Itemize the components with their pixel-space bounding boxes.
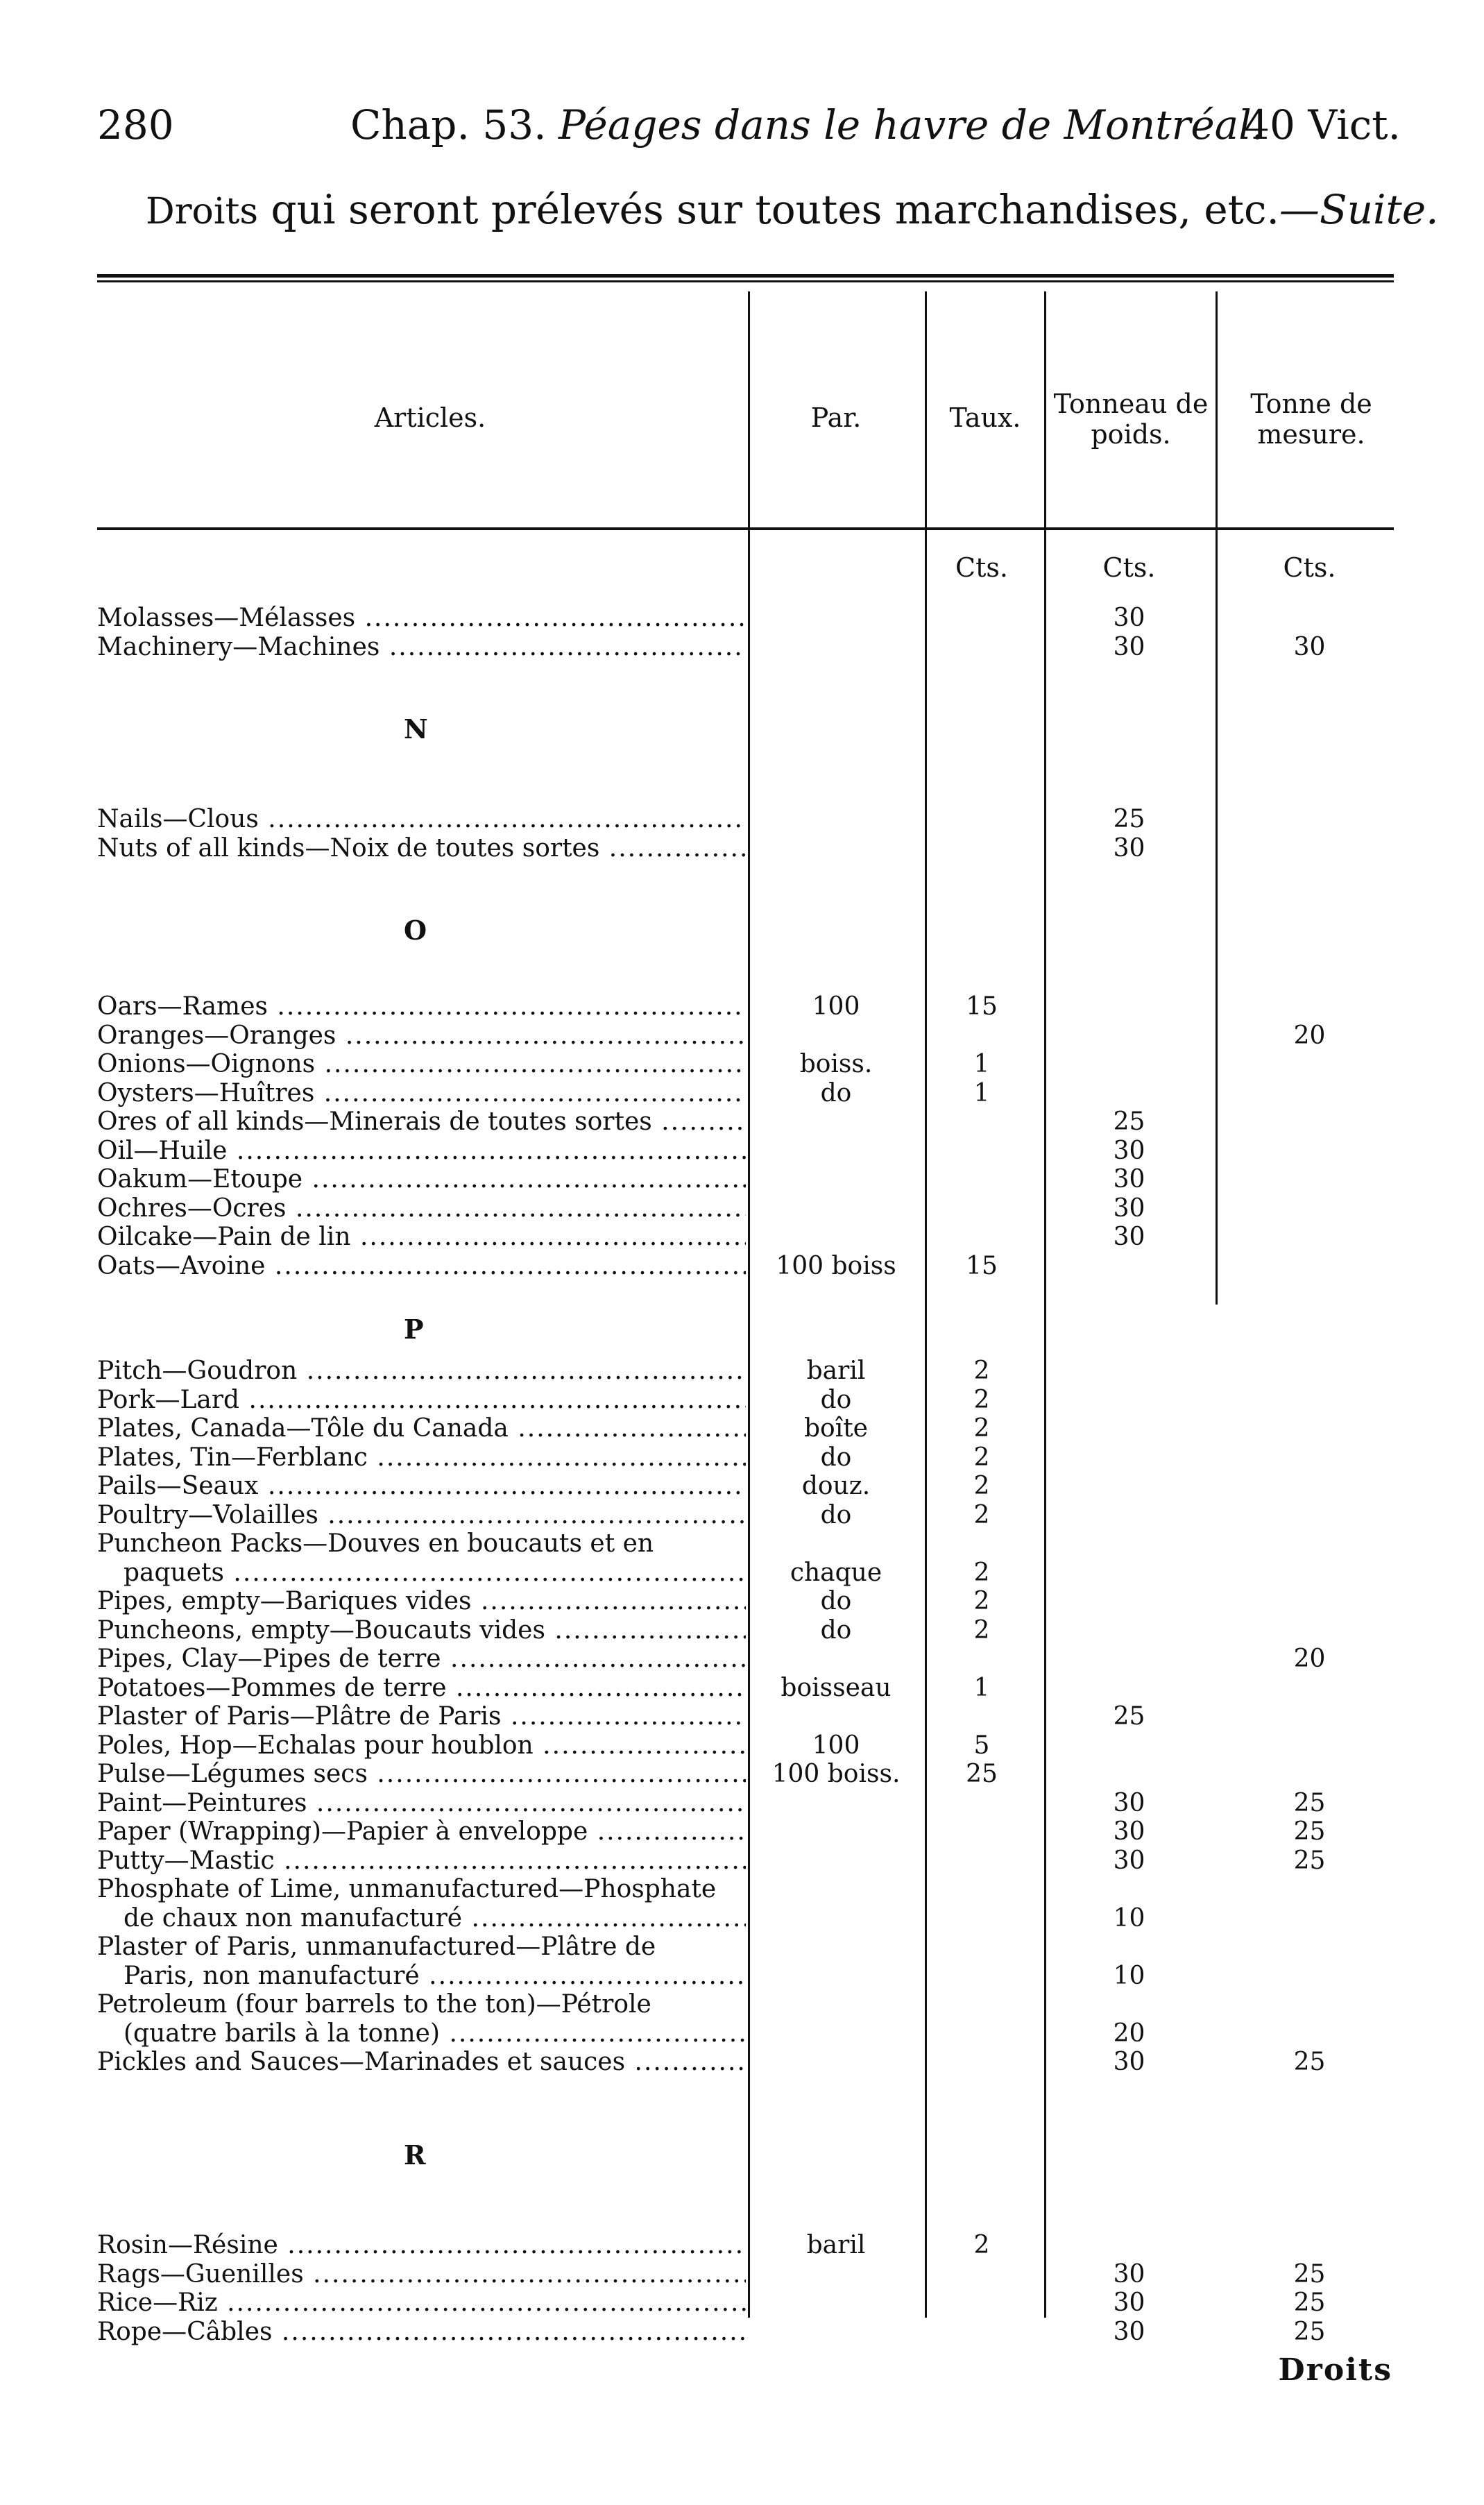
taux-cell: 2 bbox=[973, 1472, 990, 1500]
article-cell: Molasses—Mélasses ..... bbox=[97, 604, 746, 633]
article-cell: Pulse—Légumes secs ..... bbox=[97, 1760, 746, 1789]
table-row bbox=[0, 2231, 1484, 2260]
tonneau-cell: 30 bbox=[1113, 1137, 1145, 1165]
table-row bbox=[0, 604, 1484, 633]
article-cell: Machinery—Machines ..... bbox=[97, 633, 746, 662]
table-row bbox=[0, 1846, 1484, 1876]
article-cell: Onions—Oignons ..... bbox=[97, 1050, 746, 1079]
article-cell: Puncheons, empty—Boucauts vides ..... bbox=[97, 1616, 746, 1645]
article-cell: Ochres—Ocres ..... bbox=[97, 1194, 746, 1223]
column-header-tonneau: Tonneau de poids. bbox=[1053, 389, 1209, 450]
tonne-cell: 20 bbox=[1293, 1645, 1326, 1673]
table-row bbox=[0, 805, 1484, 834]
tonneau-cell: 25 bbox=[1113, 805, 1145, 833]
tonneau-cell: 30 bbox=[1113, 1789, 1145, 1817]
par-cell: do bbox=[820, 1587, 852, 1615]
article-continuation: Paris, non manufacturé ..... bbox=[123, 1962, 746, 1991]
unit-taux: Cts. bbox=[955, 552, 1008, 583]
table-row bbox=[0, 1616, 1484, 1645]
tonne-cell: 20 bbox=[1293, 1021, 1326, 1050]
table-row bbox=[0, 1357, 1484, 1386]
tonneau-cell: 20 bbox=[1113, 2019, 1145, 2048]
table-row bbox=[0, 1107, 1484, 1137]
caption-text: qui seront prélevés sur toutes marchandises, etc. bbox=[258, 186, 1279, 233]
catchword: Droits bbox=[1278, 2352, 1392, 2388]
table-row bbox=[0, 1645, 1484, 1674]
par-cell: 100 boiss. bbox=[771, 1760, 901, 1788]
article-cell: Pails—Seaux ..... bbox=[97, 1472, 746, 1501]
column-header-articles: Articles. bbox=[374, 402, 486, 433]
taux-cell: 2 bbox=[973, 1559, 990, 1587]
tonne-cell: 25 bbox=[1293, 2048, 1326, 2076]
article-cell: Pipes, empty—Bariques vides ..... bbox=[97, 1587, 746, 1616]
article-cell: Potatoes—Pommes de terre ..... bbox=[97, 1674, 746, 1703]
tonneau-cell: 10 bbox=[1113, 1962, 1145, 1990]
par-cell: do bbox=[820, 1501, 852, 1529]
tonne-cell: 25 bbox=[1293, 1789, 1326, 1817]
article-cell: Oakum—Etoupe ..... bbox=[97, 1165, 746, 1194]
taux-cell: 2 bbox=[973, 1587, 990, 1615]
caption-lead: Droits bbox=[146, 191, 259, 232]
table-row bbox=[0, 1731, 1484, 1760]
table-row bbox=[0, 2260, 1484, 2289]
taux-cell: 2 bbox=[973, 2231, 990, 2259]
tonneau-cell: 10 bbox=[1113, 1904, 1145, 1933]
tonne-cell: 25 bbox=[1293, 2289, 1326, 2317]
par-cell: do bbox=[820, 1443, 852, 1472]
tonneau-cell: 30 bbox=[1113, 604, 1145, 632]
article-cell: Poles, Hop—Echalas pour houblon ..... bbox=[97, 1731, 746, 1760]
article-cell: Nuts of all kinds—Noix de toutes sortes ..... bbox=[97, 834, 746, 863]
taux-cell: 1 bbox=[973, 1050, 990, 1078]
taux-cell: 1 bbox=[973, 1079, 990, 1107]
table-row bbox=[0, 1414, 1484, 1443]
table-row bbox=[0, 1472, 1484, 1501]
article-cell: Plates, Canada—Tôle du Canada ..... bbox=[97, 1414, 746, 1443]
taux-cell: 25 bbox=[966, 1760, 998, 1788]
taux-cell: 2 bbox=[973, 1386, 990, 1414]
column-header-taux: Taux. bbox=[949, 402, 1021, 433]
article-cell: Rosin—Résine ..... bbox=[97, 2231, 746, 2260]
header-rule bbox=[97, 527, 1394, 530]
par-cell: 100 boiss bbox=[776, 1252, 896, 1280]
table-row bbox=[0, 633, 1484, 662]
top-rule-thin bbox=[97, 280, 1394, 282]
par-cell: do bbox=[820, 1079, 852, 1107]
table-row bbox=[0, 1501, 1484, 1530]
page-number: 280 bbox=[97, 101, 174, 148]
par-cell: 100 bbox=[812, 1731, 860, 1760]
tonne-cell: 25 bbox=[1293, 2318, 1326, 2346]
tonneau-cell: 30 bbox=[1113, 633, 1145, 661]
tonneau-cell: 30 bbox=[1113, 1817, 1145, 1846]
column-header-par: Par. bbox=[810, 402, 862, 433]
par-cell: boiss. bbox=[799, 1050, 873, 1078]
table-row bbox=[0, 1252, 1484, 1281]
tonneau-cell: 25 bbox=[1113, 1107, 1145, 1136]
tonne-cell: 25 bbox=[1293, 1817, 1326, 1846]
table-row bbox=[0, 1529, 1484, 1587]
table-row bbox=[0, 1760, 1484, 1789]
caption-suite: —Suite. bbox=[1279, 186, 1439, 233]
unit-tonneau: Cts. bbox=[1102, 552, 1156, 583]
par-cell: baril bbox=[806, 1357, 866, 1385]
table-row bbox=[0, 1386, 1484, 1415]
top-rule bbox=[97, 274, 1394, 278]
par-cell: do bbox=[820, 1616, 852, 1645]
section-letter: N bbox=[404, 713, 428, 745]
table-row bbox=[0, 1587, 1484, 1616]
tonneau-cell: 30 bbox=[1113, 2289, 1145, 2317]
article-cell: Rice—Riz ..... bbox=[97, 2289, 746, 2318]
table-row bbox=[0, 1137, 1484, 1166]
article-cell: Oilcake—Pain de lin ..... bbox=[97, 1223, 746, 1252]
column-header-tonne: Tonne de mesure. bbox=[1250, 389, 1372, 450]
article-cell: Plaster of Paris, unmanufactured—Plâtre de bbox=[97, 1933, 656, 1961]
article-cell: Ores of all kinds—Minerais de toutes sortes ..... bbox=[97, 1107, 746, 1137]
table-row bbox=[0, 1933, 1484, 1990]
table-caption bbox=[146, 186, 1439, 233]
taux-cell: 2 bbox=[973, 1443, 990, 1472]
article-cell: Puncheon Packs—Douves en boucauts et en bbox=[97, 1529, 654, 1558]
article-cell: Oranges—Oranges ..... bbox=[97, 1021, 746, 1051]
section-letter: O bbox=[404, 915, 427, 946]
article-cell: Poultry—Volailles ..... bbox=[97, 1501, 746, 1530]
section-letter: P bbox=[404, 1314, 424, 1345]
par-cell: chaque bbox=[790, 1559, 882, 1587]
tonneau-cell: 30 bbox=[1113, 2260, 1145, 2289]
tonne-cell: 30 bbox=[1293, 633, 1326, 661]
article-cell: Petroleum (four barrels to the ton)—Pétrole bbox=[97, 1990, 651, 2019]
taux-cell: 1 bbox=[973, 1674, 990, 1702]
table-row bbox=[0, 1990, 1484, 2048]
taux-cell: 5 bbox=[973, 1731, 990, 1760]
tonneau-cell: 30 bbox=[1113, 2318, 1145, 2346]
tonneau-cell: 30 bbox=[1113, 1165, 1145, 1194]
par-cell: boisseau bbox=[781, 1674, 892, 1702]
article-cell: Phosphate of Lime, unmanufactured—Phosphate bbox=[97, 1875, 717, 1903]
taux-cell: 2 bbox=[973, 1501, 990, 1529]
table-row bbox=[0, 1443, 1484, 1472]
taux-cell: 2 bbox=[973, 1616, 990, 1645]
article-cell: Paper (Wrapping)—Papier à enveloppe ..... bbox=[97, 1817, 746, 1846]
tonneau-cell: 30 bbox=[1113, 1194, 1145, 1223]
article-cell: Pipes, Clay—Pipes de terre ..... bbox=[97, 1645, 746, 1674]
table-row bbox=[0, 1875, 1484, 1933]
article-cell: Pitch—Goudron ..... bbox=[97, 1357, 746, 1386]
article-cell: Nails—Clous ..... bbox=[97, 805, 746, 834]
table-row bbox=[0, 2048, 1484, 2077]
taux-cell: 2 bbox=[973, 1357, 990, 1385]
taux-cell: 15 bbox=[966, 992, 998, 1021]
table-row bbox=[0, 1789, 1484, 1818]
article-cell: Oars—Rames ..... bbox=[97, 992, 746, 1021]
article-cell: Rags—Guenilles ..... bbox=[97, 2260, 746, 2289]
table-row bbox=[0, 1079, 1484, 1108]
taux-cell: 2 bbox=[973, 1414, 990, 1443]
table-row bbox=[0, 2289, 1484, 2318]
tonneau-cell: 25 bbox=[1113, 1702, 1145, 1731]
article-continuation: de chaux non manufacturé ..... bbox=[123, 1904, 746, 1933]
article-cell: Rope—Câbles ..... bbox=[97, 2318, 746, 2347]
table-row bbox=[0, 1050, 1484, 1079]
table-row bbox=[0, 1817, 1484, 1846]
article-continuation: (quatre barils à la tonne) ..... bbox=[123, 2019, 746, 2048]
table-row bbox=[0, 1021, 1484, 1051]
par-cell: 100 bbox=[812, 992, 860, 1021]
tonne-cell: 25 bbox=[1293, 1846, 1326, 1875]
article-continuation: paquets ..... bbox=[123, 1559, 746, 1588]
tonneau-cell: 30 bbox=[1113, 1846, 1145, 1875]
table-row bbox=[0, 1702, 1484, 1731]
article-cell: Plates, Tin—Ferblanc ..... bbox=[97, 1443, 746, 1472]
article-cell: Paint—Peintures ..... bbox=[97, 1789, 746, 1818]
article-cell: Oysters—Huîtres ..... bbox=[97, 1079, 746, 1108]
section-letter: R bbox=[404, 2139, 426, 2171]
par-cell: baril bbox=[806, 2231, 866, 2259]
par-cell: boîte bbox=[803, 1414, 868, 1443]
article-cell: Pork—Lard ..... bbox=[97, 1386, 746, 1415]
table-row bbox=[0, 1194, 1484, 1223]
tonneau-cell: 30 bbox=[1113, 1223, 1145, 1251]
table-row bbox=[0, 834, 1484, 863]
table-row bbox=[0, 2318, 1484, 2347]
taux-cell: 15 bbox=[966, 1252, 998, 1280]
article-cell: Plaster of Paris—Plâtre de Paris ..... bbox=[97, 1702, 746, 1731]
article-cell: Oats—Avoine ..... bbox=[97, 1252, 746, 1281]
tonneau-cell: 30 bbox=[1113, 834, 1145, 863]
par-cell: do bbox=[820, 1386, 852, 1414]
running-title: Péages dans le havre de Montréal. bbox=[558, 101, 1265, 148]
table-row bbox=[0, 992, 1484, 1021]
article-cell: Oil—Huile ..... bbox=[97, 1137, 746, 1166]
article-cell: Putty—Mastic ..... bbox=[97, 1846, 746, 1876]
table-row bbox=[0, 1674, 1484, 1703]
article-cell: Pickles and Sauces—Marinades et sauces ..... bbox=[97, 2048, 746, 2077]
tonneau-cell: 30 bbox=[1113, 2048, 1145, 2076]
chapter-label: Chap. 53. bbox=[350, 101, 547, 148]
unit-tonne: Cts. bbox=[1283, 552, 1336, 583]
table-row bbox=[0, 1223, 1484, 1252]
tonne-cell: 25 bbox=[1293, 2260, 1326, 2289]
table-row bbox=[0, 1165, 1484, 1194]
par-cell: douz. bbox=[801, 1472, 871, 1500]
volume-label: 40 Vict. bbox=[1244, 101, 1401, 148]
